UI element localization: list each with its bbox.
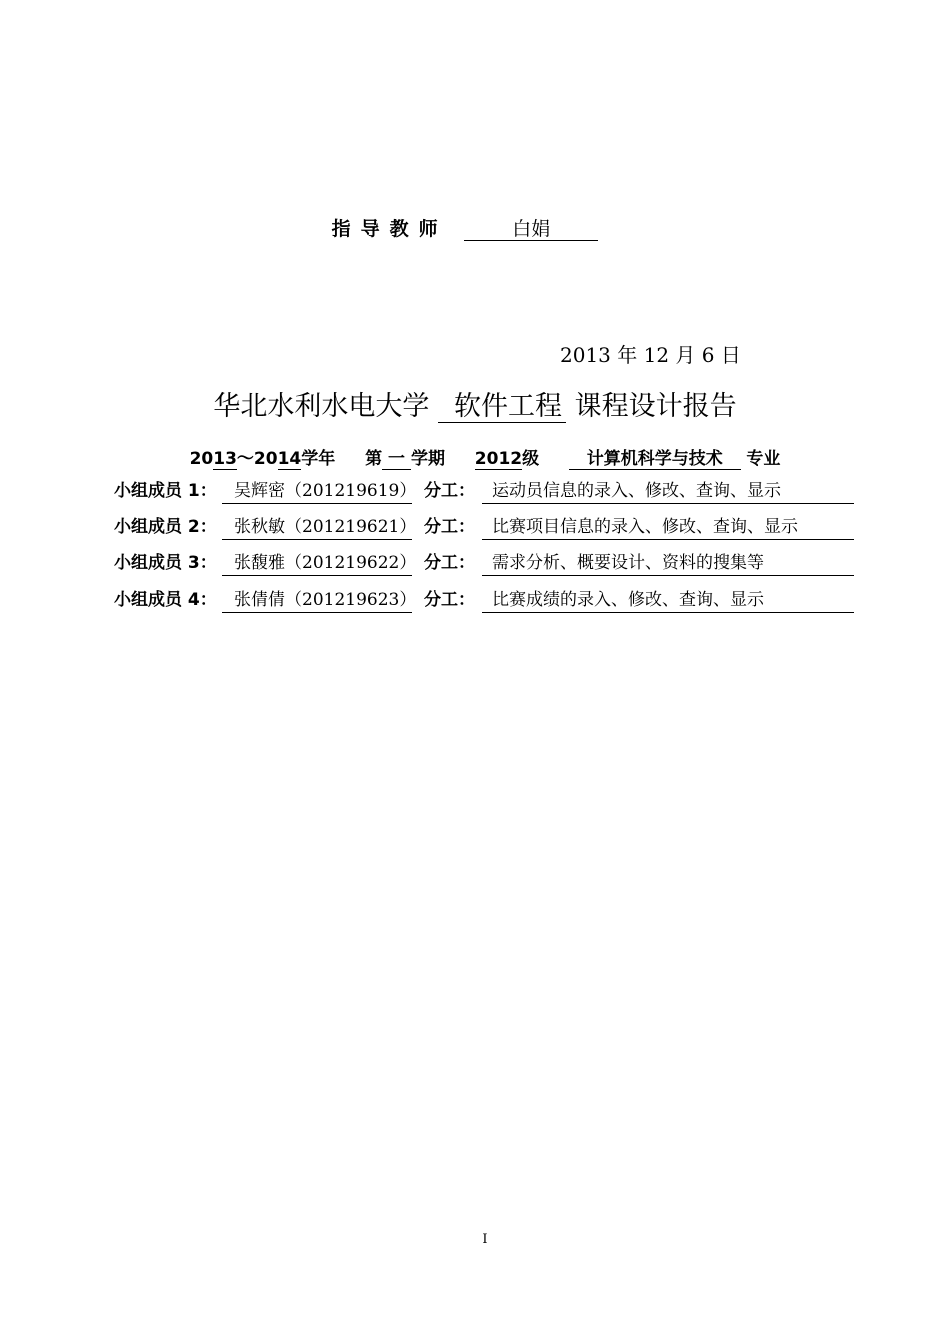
title-university: 华北水利水电大学 (213, 391, 430, 422)
advisor-line (0, 214, 930, 241)
member-task: 比赛项目信息的录入、修改、查询、显示 (482, 515, 854, 540)
year-label: 学年 (301, 449, 336, 469)
member-label: 小组成员 1： (114, 481, 217, 501)
grade-label: 级 (522, 449, 540, 469)
member-label: 小组成员 3： (114, 553, 217, 573)
semester-label: 学期 (410, 449, 445, 469)
member-name: 张秋敏（201219621） (222, 515, 412, 540)
task-label: 分工： (424, 553, 475, 573)
member-name: 张馥雅（201219622） (222, 551, 412, 576)
report-date: 2013 年 12 月 6 日 (560, 343, 741, 367)
member-task: 需求分析、概要设计、资料的搜集等 (482, 551, 854, 576)
year-tilde: ～ (236, 449, 254, 469)
advisor-name: 白娟 (464, 218, 598, 241)
task-label: 分工： (424, 517, 475, 537)
major-value: 计算机科学与技术 (569, 449, 741, 470)
member-name: 吴辉密（201219619） (222, 479, 412, 504)
semester-value: 一 (382, 449, 411, 470)
member-label: 小组成员 2： (114, 517, 217, 537)
term-line (0, 444, 950, 469)
title-course: 软件工程 (438, 391, 566, 423)
member-task: 运动员信息的录入、修改、查询、显示 (482, 479, 854, 504)
page-number: I (482, 1232, 488, 1247)
member-row-2 (114, 515, 854, 541)
advisor-label: 指导教师 (331, 218, 448, 240)
year-start-prefix: 20 (189, 449, 214, 469)
member-row-4 (114, 588, 854, 614)
title-suffix: 课程设计报告 (574, 391, 737, 422)
task-label: 分工： (424, 481, 475, 501)
member-row-1 (114, 479, 854, 505)
major-label: 专业 (746, 449, 781, 469)
grade-value: 2012 (474, 449, 523, 469)
member-row-3 (114, 551, 854, 577)
member-label: 小组成员 4： (114, 590, 217, 610)
report-title (0, 384, 950, 423)
task-label: 分工： (424, 590, 475, 610)
year-end-prefix: 20 (253, 449, 278, 469)
year-end-suffix: 14 (277, 449, 302, 469)
member-name: 张倩倩（201219623） (222, 588, 412, 613)
semester-prefix: 第 (365, 449, 383, 469)
member-task: 比赛成绩的录入、修改、查询、显示 (482, 588, 854, 613)
year-start-suffix: 13 (213, 449, 237, 469)
